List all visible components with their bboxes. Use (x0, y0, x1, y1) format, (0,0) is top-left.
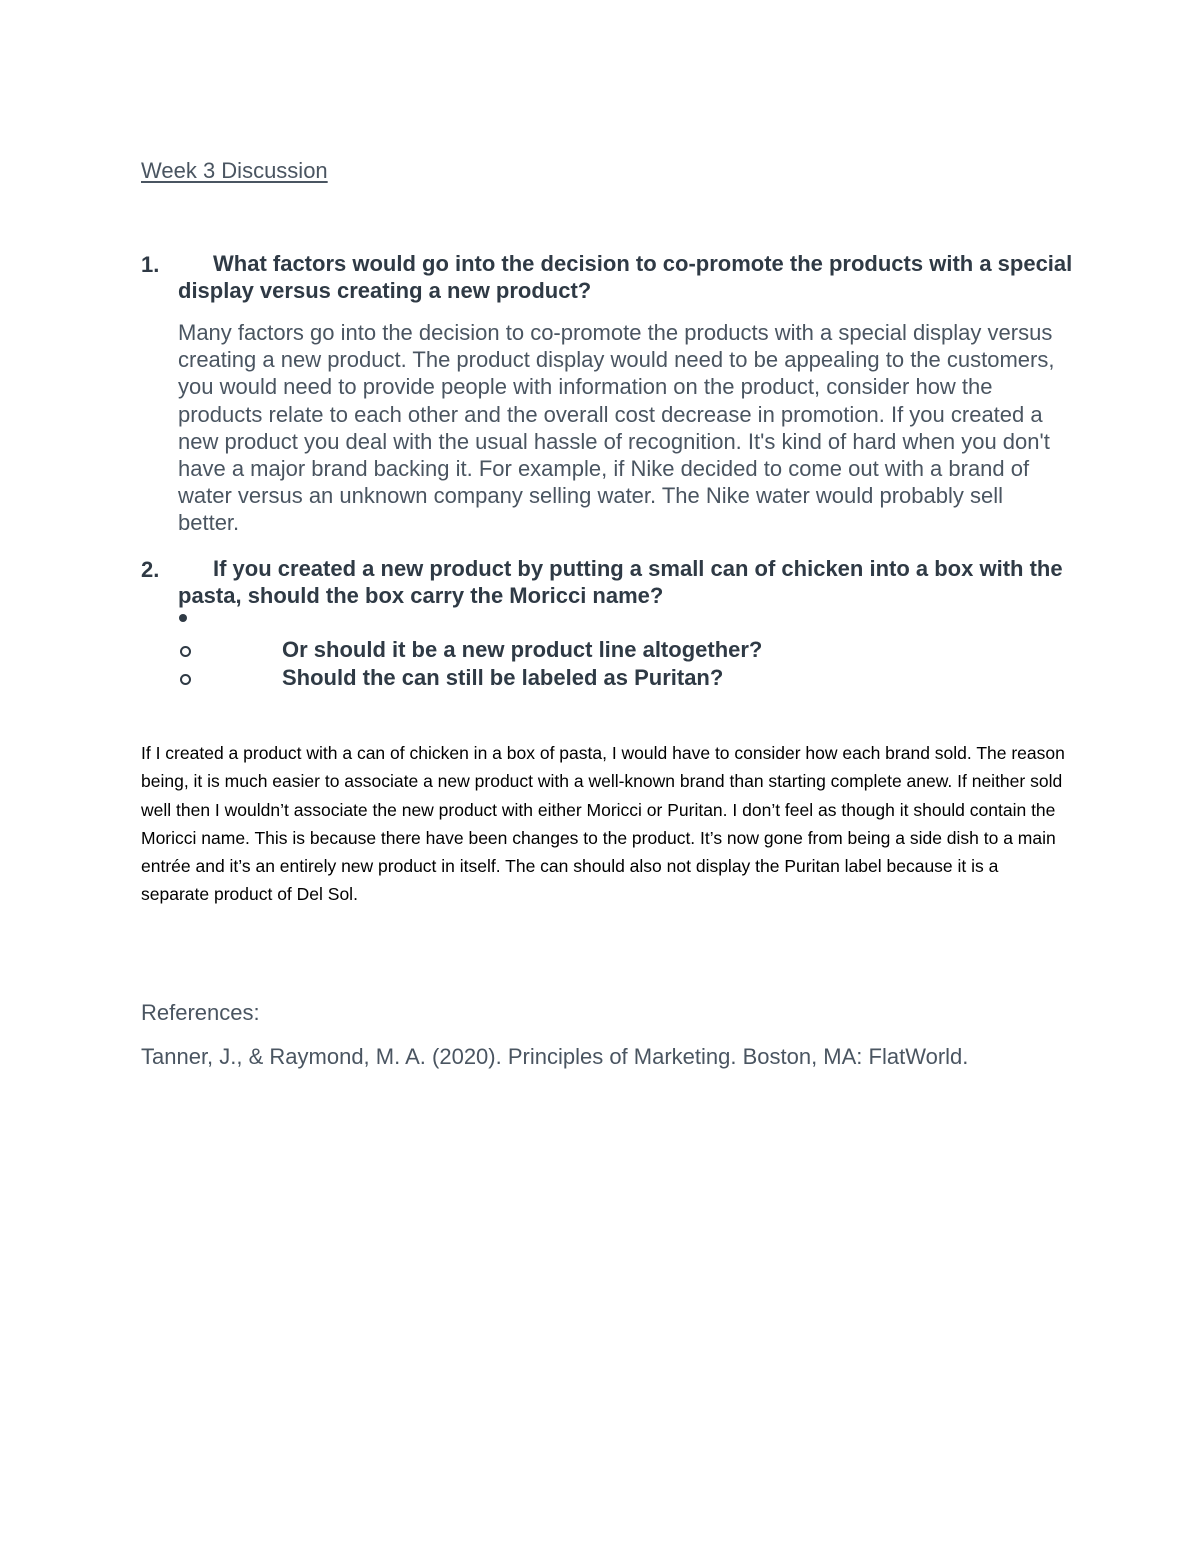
hollow-bullet-icon (180, 646, 191, 657)
references-heading: References: (141, 1000, 260, 1025)
hollow-bullet-icon (180, 674, 191, 685)
sub-item-text: Should the can still be labeled as Puritan? (282, 665, 724, 690)
question-2-number: 2. (141, 557, 160, 582)
sub-item (178, 665, 1078, 693)
document-title: Week 3 Discussion (141, 158, 328, 183)
sub-item (178, 637, 1078, 665)
empty-bullet-marker (179, 614, 187, 622)
question-1-number: 1. (141, 252, 160, 277)
question-2-answer: If I created a product with a can of chicken in a box of pasta, I would have to consider how each brand sold. The reason being, it is much easier to associate a new product with a well-known brand than starting complete anew. If neither sold well then I wouldn’t associate the new product with either Moricci or Puritan. I don’t feel as though it should contain the Moricci name. This is because there have been changes to the product. It’s now gone from being a side dish to a main entrée and it’s an entirely new product in itself. The can should also not display the Puritan label because it is a separate product of Del Sol. (141, 743, 1065, 905)
question-2-text: If you created a new product by putting a small can of chicken into a box with the pasta, should the box carry the Moricci name? (178, 556, 1063, 608)
sub-item-text: Or should it be a new product line altogether? (282, 637, 763, 662)
question-1-text: What factors would go into the decision to co-promote the products with a special display versus creating a new product? (178, 251, 1073, 303)
reference-item: Tanner, J., & Raymond, M. A. (2020). Principles of Marketing. Boston, MA: FlatWorld. (141, 1044, 969, 1069)
question-1-answer: Many factors go into the decision to co-promote the products with a special display versus creating a new product. The product display would need to be appealing to the customers, you would need to provide people with information on the product, consider how the products relate to each other and the overall cost decrease in promotion. If you created a new product you deal with the usual hassle of recognition. It's kind of hard when you don't have a major brand backing it. For example, if Nike decided to come out with a brand of water versus an unknown company selling water. The Nike water would probably sell better. (178, 320, 1055, 536)
